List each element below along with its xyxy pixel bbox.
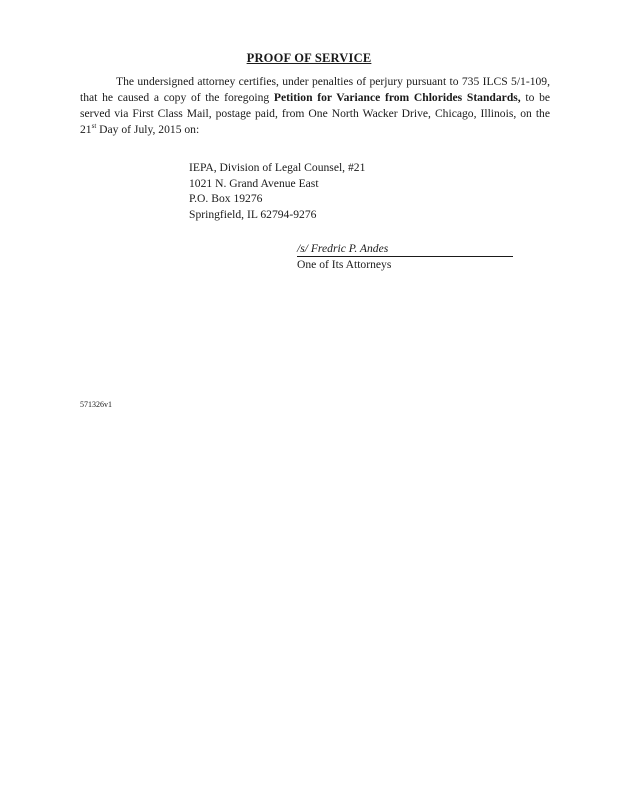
signer-role: One of Its Attorneys [297, 258, 392, 271]
service-address [189, 160, 365, 222]
page-title: PROOF OF SERVICE [246, 51, 372, 65]
paragraph-text-2: to be served via First Class Mail, postage paid, from One North Wacker Drive, Chicago, Illinois, on the 21 [80, 91, 551, 136]
paragraph-text-3: Day of July, 2015 on: [96, 123, 200, 136]
document-id: 571326v1 [80, 400, 112, 409]
signature-line: /s/ Fredric P. Andes [297, 242, 513, 257]
signature-block [297, 241, 513, 273]
address-line-2: 1021 N. Grand Avenue East [189, 176, 319, 190]
certification-paragraph [80, 74, 550, 138]
address-line-3: P.O. Box 19276 [189, 192, 263, 205]
paragraph-text-1: The undersigned attorney certifies, under penalties of perjury pursuant to 735 ILCS 5/1-109, that he caused a copy of the foregoing [80, 75, 550, 104]
ordinal-suffix: st [91, 122, 97, 131]
petition-title: Petition for Variance from Chlorides Standards, [273, 91, 521, 104]
address-line-4: Springfield, IL 62794-9276 [189, 207, 317, 221]
address-line-1: IEPA, Division of Legal Counsel, #21 [189, 161, 366, 174]
